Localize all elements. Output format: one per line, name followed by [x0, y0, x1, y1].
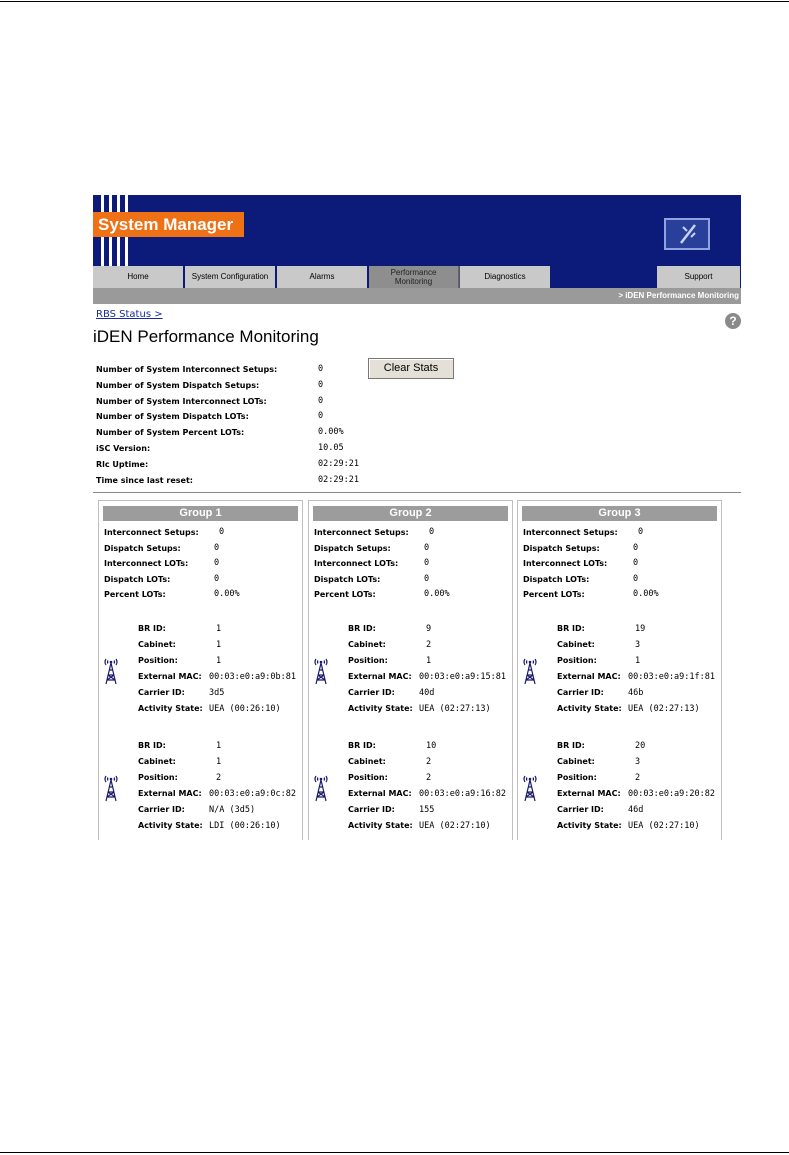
radio-field-label: External MAC: — [348, 789, 412, 798]
radio-entry — [311, 738, 511, 836]
group-stat-value: 0.00% — [633, 589, 659, 600]
radio-field-row — [348, 802, 518, 818]
radio-field-row — [557, 685, 727, 701]
group-stat-value: 0 — [638, 527, 644, 537]
group-stat-row — [104, 572, 299, 588]
stat-value: 02:29:21 — [318, 458, 359, 469]
radio-field-label: BR ID: — [138, 741, 166, 750]
radio-field-row — [557, 669, 727, 685]
group-stat-value: 0 — [633, 573, 639, 584]
radio-entry — [520, 738, 720, 836]
radio-field-row — [138, 653, 308, 669]
app-header — [93, 195, 741, 266]
radio-field-value: 3 — [635, 640, 641, 650]
group-stat-value: 0 — [214, 558, 220, 569]
group-panel — [308, 500, 513, 840]
radio-field-row — [348, 685, 518, 701]
stat-value: 0 — [318, 379, 324, 390]
radio-field-value: 10 — [426, 741, 437, 751]
radio-field-value: UEA (02:27:10) — [419, 821, 491, 831]
radio-field-value: UEA (02:27:13) — [628, 704, 700, 714]
group-stat-row — [523, 556, 718, 572]
radio-field-row — [138, 685, 308, 701]
tab-system-configuration[interactable]: System Configuration — [185, 266, 276, 288]
radio-field-label: Carrier ID: — [557, 805, 604, 814]
radio-field-value: 40d — [419, 688, 435, 698]
group-stats — [523, 525, 718, 603]
tab-support[interactable]: Support — [657, 266, 741, 288]
radio-field-value: 2 — [426, 773, 432, 783]
radio-field-value: 1 — [216, 741, 222, 751]
radio-entry — [101, 738, 301, 836]
stat-value: 0.00% — [318, 427, 344, 438]
radio-field-row — [138, 701, 308, 717]
group-stat-label: Dispatch LOTs: — [523, 574, 590, 584]
radio-field-value: 1 — [216, 624, 222, 634]
radio-field-label: BR ID: — [557, 741, 585, 750]
radio-field-label: Position: — [138, 773, 178, 782]
tab-diagnostics[interactable]: Diagnostics — [460, 266, 551, 288]
radio-field-label: Position: — [557, 773, 597, 782]
radio-field-row — [557, 621, 727, 637]
radio-field-label: Position: — [138, 656, 178, 665]
radio-field-row — [348, 621, 518, 637]
group-stat-value: 0.00% — [424, 589, 450, 600]
tab-performance-monitoring[interactable] — [369, 266, 459, 288]
radio-field-row — [557, 770, 727, 786]
radio-field-row — [138, 621, 308, 637]
radio-field-label: Activity State: — [348, 821, 413, 830]
radio-field-label: External MAC: — [138, 672, 202, 681]
radio-tower-icon — [522, 657, 538, 685]
radio-field-value: 46d — [628, 805, 644, 815]
radio-field-value: 2 — [216, 773, 222, 783]
radio-field-row — [348, 818, 518, 834]
tab-home[interactable]: Home — [93, 266, 184, 288]
stat-label: Rlc Uptime: — [96, 459, 149, 469]
radio-field-value: 3d5 — [209, 688, 225, 698]
system-manager-window — [93, 195, 741, 840]
group-stat-value: 0 — [424, 558, 430, 569]
breadcrumb-bar: > iDEN Performance Monitoring — [93, 288, 741, 304]
stat-value: 02:29:21 — [318, 474, 359, 485]
group-stat-row — [314, 572, 509, 588]
group-stat-label: Dispatch LOTs: — [314, 574, 381, 584]
radio-field-row — [138, 754, 308, 770]
radio-field-label: Carrier ID: — [138, 805, 185, 814]
radio-field-value: 1 — [216, 656, 222, 666]
radio-field-label: Activity State: — [138, 704, 203, 713]
radio-field-value: N/A (3d5) — [209, 805, 256, 815]
group-stat-value: 0 — [633, 542, 639, 553]
tab-performance-monitoring-label: Performance Monitoring — [390, 268, 437, 286]
group-stat-label: Interconnect LOTs: — [104, 559, 189, 569]
group-stat-value: 0 — [219, 527, 225, 537]
radio-field-label: External MAC: — [557, 789, 621, 798]
radio-tower-icon — [103, 657, 119, 685]
stat-label: Number of System Dispatch LOTs: — [96, 412, 249, 422]
stat-label: iSC Version: — [96, 443, 151, 453]
group-stat-label: Interconnect Setups: — [104, 528, 199, 537]
radio-field-value: 3 — [635, 757, 641, 767]
radio-field-label: BR ID: — [348, 624, 376, 633]
group-stat-row — [104, 525, 299, 541]
radio-field-row — [138, 802, 308, 818]
group-title: Group 3 — [522, 506, 717, 521]
radio-field-value: 2 — [426, 640, 432, 650]
stat-label: Time since last reset: — [96, 475, 193, 485]
group-title: Group 1 — [103, 506, 298, 521]
group-stat-row — [523, 572, 718, 588]
radio-field-label: BR ID: — [348, 741, 376, 750]
radio-field-row — [557, 786, 727, 802]
radio-field-row — [138, 637, 308, 653]
radio-field-label: Carrier ID: — [138, 688, 185, 697]
radio-field-label: Cabinet: — [557, 640, 595, 649]
section-divider — [93, 492, 741, 493]
stat-value: 0 — [318, 411, 324, 422]
radio-field-value: 20 — [635, 741, 646, 751]
radio-field-value: 00:03:e0:a9:0c:82 — [209, 789, 296, 799]
stat-label: Number of System Percent LOTs: — [96, 428, 245, 438]
group-stat-value: 0 — [424, 542, 430, 553]
document-top-rule — [0, 1, 789, 2]
radio-field-label: Cabinet: — [348, 757, 386, 766]
stat-value: 10.05 — [318, 442, 344, 453]
radio-field-row — [348, 786, 518, 802]
group-stat-label: Interconnect LOTs: — [523, 559, 608, 569]
help-icon[interactable]: ? — [725, 313, 741, 329]
stat-value: 0 — [318, 364, 324, 374]
radio-field-value: 2 — [426, 757, 432, 767]
radio-entry — [311, 621, 511, 719]
group-stat-value: 0 — [633, 558, 639, 569]
group-stat-row — [314, 525, 509, 541]
radio-tower-icon — [313, 774, 329, 802]
radio-field-label: External MAC: — [557, 672, 621, 681]
radio-field-label: Cabinet: — [348, 640, 386, 649]
radio-field-value: 1 — [635, 656, 641, 666]
radio-field-row — [557, 754, 727, 770]
radio-field-row — [138, 770, 308, 786]
radio-field-label: Activity State: — [557, 821, 622, 830]
radio-field-row — [348, 701, 518, 717]
stat-label: Number of System Interconnect Setups: — [96, 365, 278, 374]
radio-field-value: 00:03:e0:a9:15:81 — [419, 672, 506, 682]
group-stat-label: Interconnect Setups: — [314, 528, 409, 537]
radio-field-row — [557, 818, 727, 834]
group-stat-value: 0 — [214, 542, 220, 553]
radio-field-label: Position: — [557, 656, 597, 665]
radio-field-label: Activity State: — [348, 704, 413, 713]
radio-field-label: Cabinet: — [557, 757, 595, 766]
group-stat-row — [314, 587, 509, 603]
radio-field-label: Activity State: — [138, 821, 203, 830]
group-panel — [98, 500, 303, 840]
radio-field-value: 155 — [419, 805, 435, 815]
radio-field-value: 46b — [628, 688, 644, 698]
radio-field-label: Carrier ID: — [348, 805, 395, 814]
radio-field-row — [138, 669, 308, 685]
radio-field-row — [138, 818, 308, 834]
radio-field-row — [138, 738, 308, 754]
group-panel — [517, 500, 722, 840]
radio-field-value: 00:03:e0:a9:0b:81 — [209, 672, 296, 682]
radio-field-row — [557, 738, 727, 754]
radio-field-row — [557, 802, 727, 818]
radio-field-label: Position: — [348, 656, 388, 665]
radio-field-value: 1 — [216, 640, 222, 650]
group-stat-value: 0 — [424, 573, 430, 584]
group-stat-value: 0 — [429, 527, 435, 537]
radio-field-value: UEA (00:26:10) — [209, 704, 281, 714]
radio-field-row — [348, 754, 518, 770]
group-stat-label: Dispatch Setups: — [104, 543, 181, 553]
group-stat-label: Dispatch Setups: — [523, 543, 600, 553]
radio-field-label: External MAC: — [138, 789, 202, 798]
radio-field-label: External MAC: — [348, 672, 412, 681]
group-stat-label: Dispatch Setups: — [314, 543, 391, 553]
group-stat-label: Percent LOTs: — [104, 590, 166, 600]
radio-field-value: 00:03:e0:a9:20:82 — [628, 789, 715, 799]
radio-field-label: Position: — [348, 773, 388, 782]
radio-field-value: 2 — [635, 773, 641, 783]
group-stat-label: Percent LOTs: — [314, 590, 376, 600]
radio-tower-icon — [103, 774, 119, 802]
radio-field-label: Carrier ID: — [348, 688, 395, 697]
group-stat-row — [104, 587, 299, 603]
group-stat-row — [523, 587, 718, 603]
radio-field-label: BR ID: — [557, 624, 585, 633]
radio-entry — [520, 621, 720, 719]
group-stats — [314, 525, 509, 603]
radio-field-label: Cabinet: — [138, 757, 176, 766]
radio-field-value: 00:03:e0:a9:1f:81 — [628, 672, 715, 682]
radio-field-label: BR ID: — [138, 624, 166, 633]
group-stats — [104, 525, 299, 603]
radio-field-label: Cabinet: — [138, 640, 176, 649]
radio-tower-icon — [522, 774, 538, 802]
radio-field-value: 9 — [426, 624, 432, 634]
group-stat-value: 0.00% — [214, 589, 240, 600]
group-stat-row — [314, 541, 509, 557]
group-stat-label: Interconnect LOTs: — [314, 559, 399, 569]
radio-field-value: UEA (02:27:10) — [628, 821, 700, 831]
radio-field-row — [348, 738, 518, 754]
radio-field-row — [348, 637, 518, 653]
clear-stats-button[interactable]: Clear Stats — [368, 358, 454, 379]
document-bottom-rule — [0, 1152, 789, 1153]
main-tab-bar — [93, 266, 741, 288]
group-stat-label: Interconnect Setups: — [523, 528, 618, 537]
radio-field-row — [557, 701, 727, 717]
radio-field-row — [557, 637, 727, 653]
group-stat-value: 0 — [214, 573, 220, 584]
radio-field-value: 1 — [426, 656, 432, 666]
group-stat-row — [314, 556, 509, 572]
radio-field-row — [348, 669, 518, 685]
antenna-logo-icon — [661, 213, 715, 253]
group-stat-label: Dispatch LOTs: — [104, 574, 171, 584]
radio-field-value: UEA (02:27:13) — [419, 704, 491, 714]
tab-alarms[interactable]: Alarms — [277, 266, 368, 288]
rbs-status-link[interactable]: RBS Status > — [96, 309, 163, 320]
stat-label: Number of System Dispatch Setups: — [96, 380, 260, 390]
brand-logo: System Manager — [93, 212, 244, 237]
radio-field-label: Carrier ID: — [557, 688, 604, 697]
group-stat-row — [523, 541, 718, 557]
stat-label: Number of System Interconnect LOTs: — [96, 396, 267, 406]
radio-field-row — [557, 653, 727, 669]
stat-value: 0 — [318, 395, 324, 406]
group-stat-row — [523, 525, 718, 541]
group-stat-row — [104, 556, 299, 572]
page-title: iDEN Performance Monitoring — [93, 327, 319, 346]
radio-field-row — [348, 653, 518, 669]
group-stat-row — [104, 541, 299, 557]
radio-entry — [101, 621, 301, 719]
radio-tower-icon — [313, 657, 329, 685]
group-stat-label: Percent LOTs: — [523, 590, 585, 600]
radio-field-value: LDI (00:26:10) — [209, 821, 281, 831]
radio-field-row — [138, 786, 308, 802]
radio-field-value: 1 — [216, 757, 222, 767]
radio-field-value: 19 — [635, 624, 646, 634]
radio-field-label: Activity State: — [557, 704, 622, 713]
group-title: Group 2 — [313, 506, 508, 521]
radio-field-row — [348, 770, 518, 786]
radio-field-value: 00:03:e0:a9:16:82 — [419, 789, 506, 799]
